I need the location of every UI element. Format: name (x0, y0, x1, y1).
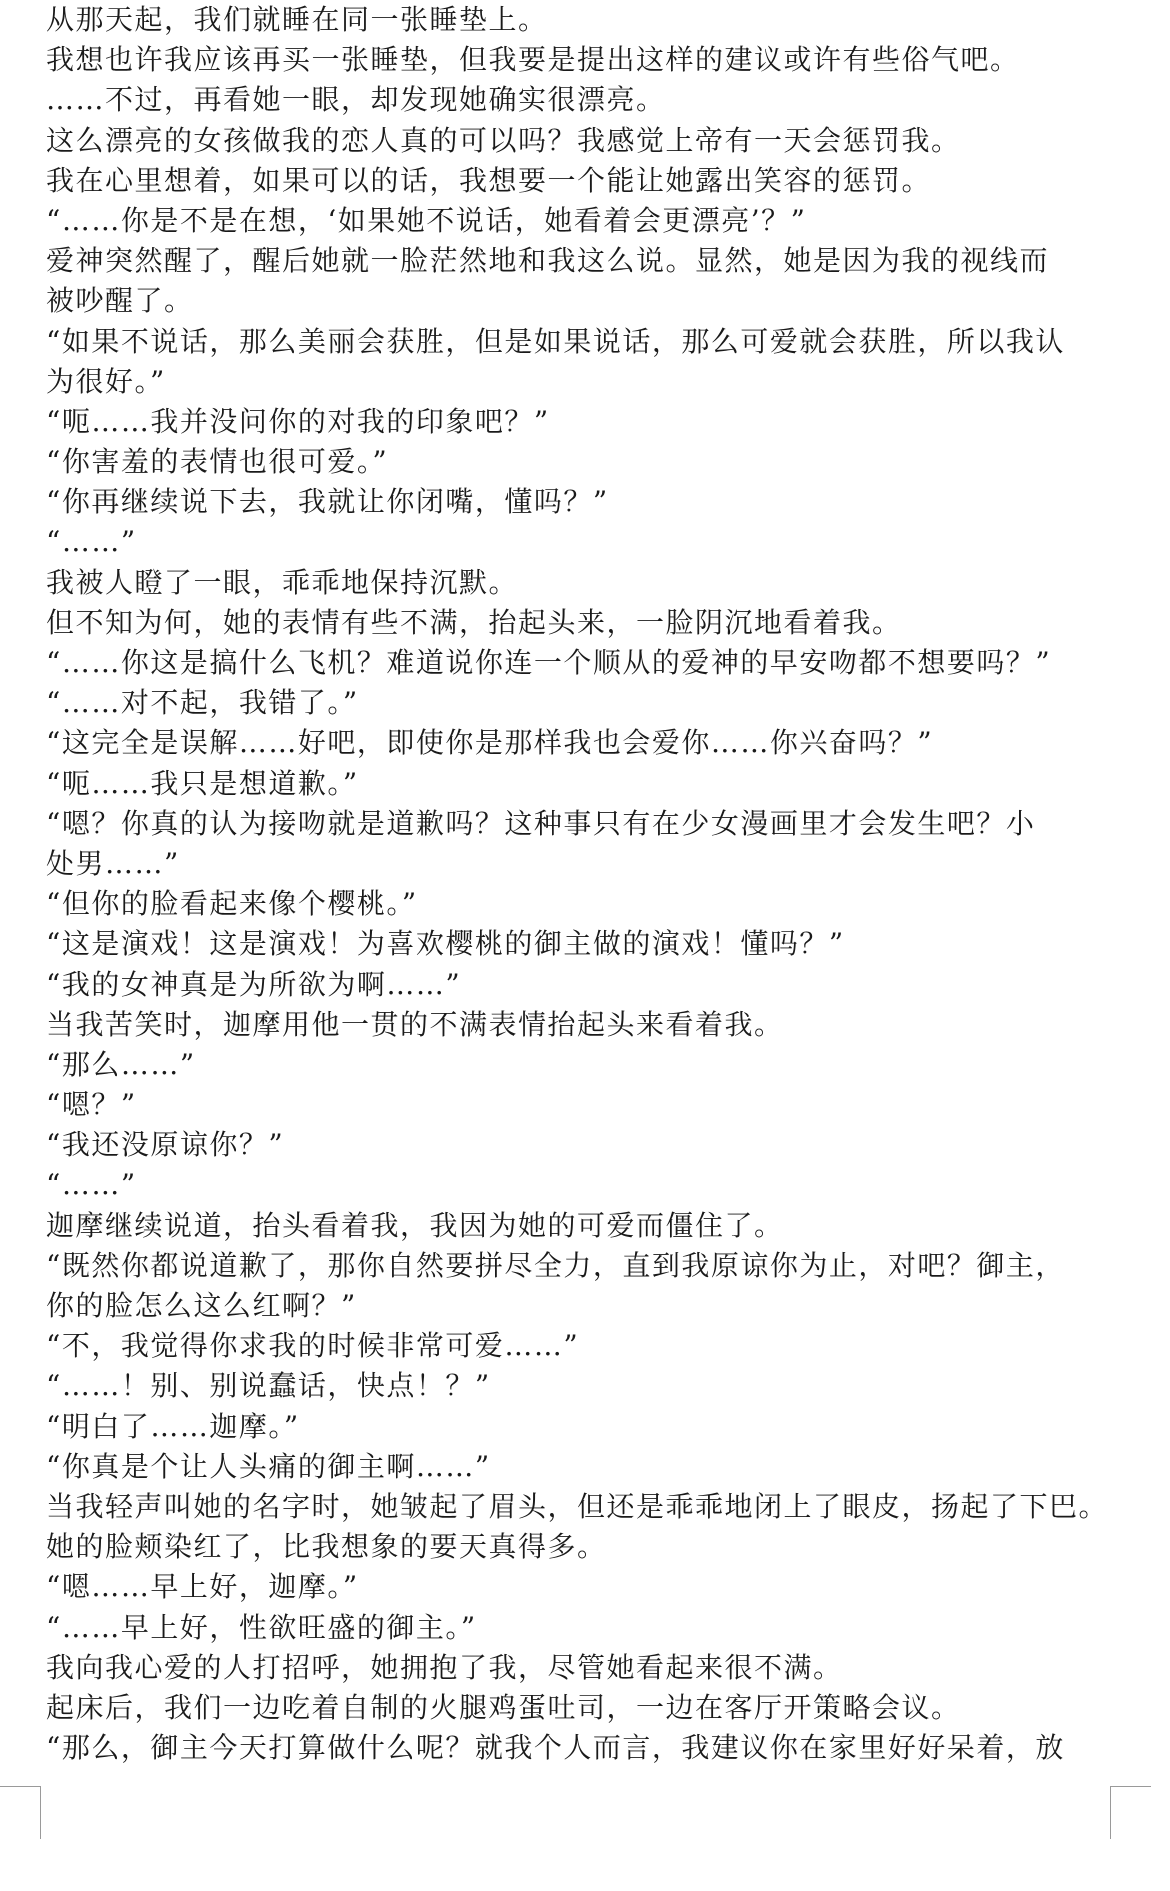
text-line: 被吵醒了。 (46, 284, 194, 318)
page-corner-mark-right (1110, 1786, 1151, 1839)
text-line: 起床后，我们一边吃着自制的火腿鸡蛋吐司，一边在客厅开策略会议。 (46, 1690, 961, 1724)
text-line: “呃……我并没问你的对我的印象吧？” (46, 404, 550, 438)
text-line: 她的脸颊染红了，比我想象的要天真得多。 (46, 1530, 607, 1564)
text-line: “……你是不是在想，‘如果她不说话，她看着会更漂亮’？” (46, 203, 807, 237)
text-line: 当我苦笑时，迦摩用他一贯的不满表情抬起头来看着我。 (46, 1007, 784, 1041)
text-line: “这是演戏！这是演戏！为喜欢樱桃的御主做的演戏！懂吗？” (46, 927, 845, 961)
page-bottom-margin (0, 1786, 1170, 1891)
document-text (46, 0, 1126, 1768)
text-line: ……不过，再看她一眼，却发现她确实很漂亮。 (46, 83, 666, 117)
text-line: “我的女神真是为所欲为啊……” (46, 967, 462, 1001)
text-line: “既然你都说道歉了，那你自然要拼尽全力，直到我原谅你为止，对吧？御主， (46, 1248, 1065, 1282)
text-line: “你真是个让人头痛的御主啊……” (46, 1449, 491, 1483)
text-line: 爱神突然醒了，醒后她就一脸茫然地和我这么说。显然，她是因为我的视线而 (46, 244, 1050, 278)
page-corner-mark-left (0, 1786, 41, 1839)
text-line: “那么……” (46, 1047, 196, 1081)
text-line: 处男……” (46, 846, 180, 880)
text-line: “如果不说话，那么美丽会获胜，但是如果说话，那么可爱就会获胜，所以我认 (46, 324, 1065, 358)
text-line: “你害羞的表情也很可爱。” (46, 445, 389, 479)
text-line: “但你的脸看起来像个樱桃。” (46, 887, 418, 921)
text-line: “……你这是搞什么飞机？难道说你连一个顺从的爱神的早安吻都不想要吗？” (46, 646, 1052, 679)
text-line: “我还没原谅你？” (46, 1128, 285, 1162)
text-line: “这完全是误解……好吧，即使你是那样我也会爱你……你兴奋吗？” (46, 726, 934, 760)
text-line: “……早上好，性欲旺盛的御主。” (46, 1610, 477, 1644)
text-line: “不，我觉得你求我的时候非常可爱……” (46, 1329, 580, 1363)
text-line: “……” (46, 1168, 137, 1202)
text-line: “……” (46, 525, 137, 559)
text-line: “嗯？” (46, 1088, 137, 1122)
text-line: 但不知为何，她的表情有些不满，抬起头来，一脸阴沉地看着我。 (46, 605, 902, 639)
text-line: 我被人瞪了一眼，乖乖地保持沉默。 (46, 565, 519, 599)
text-line: 迦摩继续说道，抬头看着我，我因为她的可爱而僵住了。 (46, 1208, 784, 1242)
text-line: “明白了……迦摩。” (46, 1409, 300, 1443)
text-line: “嗯？你真的认为接吻就是道歉吗？这种事只有在少女漫画里才会发生吧？小 (46, 806, 1036, 840)
text-line: 我向我心爱的人打招呼，她拥抱了我，尽管她看起来很不满。 (46, 1650, 843, 1684)
text-line: 从那天起，我们就睡在同一张睡垫上。 (46, 3, 548, 36)
text-line: “那么，御主今天打算做什么呢？就我个人而言，我建议你在家里好好呆着，放 (46, 1731, 1065, 1765)
text-line: 你的脸怎么这么红啊？” (46, 1289, 357, 1322)
text-line: “你再继续说下去，我就让你闭嘴，懂吗？” (46, 485, 609, 519)
text-line: 为很好。” (46, 364, 166, 398)
text-line: “嗯……早上好，迦摩。” (46, 1570, 359, 1604)
text-line: “……对不起，我错了。” (46, 686, 359, 720)
text-line: “……！别、别说蠢话，快点！？” (46, 1369, 491, 1403)
text-line: 我想也许我应该再买一张睡垫，但我要是提出这样的建议或许有些俗气吧。 (46, 43, 1020, 77)
text-line: 我在心里想着，如果可以的话，我想要一个能让她露出笑容的惩罚。 (46, 163, 932, 197)
text-line: “呃……我只是想道歉。” (46, 766, 359, 800)
text-line: 这么漂亮的女孩做我的恋人真的可以吗？我感觉上帝有一天会惩罚我。 (46, 123, 961, 157)
text-line: 当我轻声叫她的名字时，她皱起了眉头，但还是乖乖地闭上了眼皮，扬起了下巴。 (46, 1489, 1109, 1523)
